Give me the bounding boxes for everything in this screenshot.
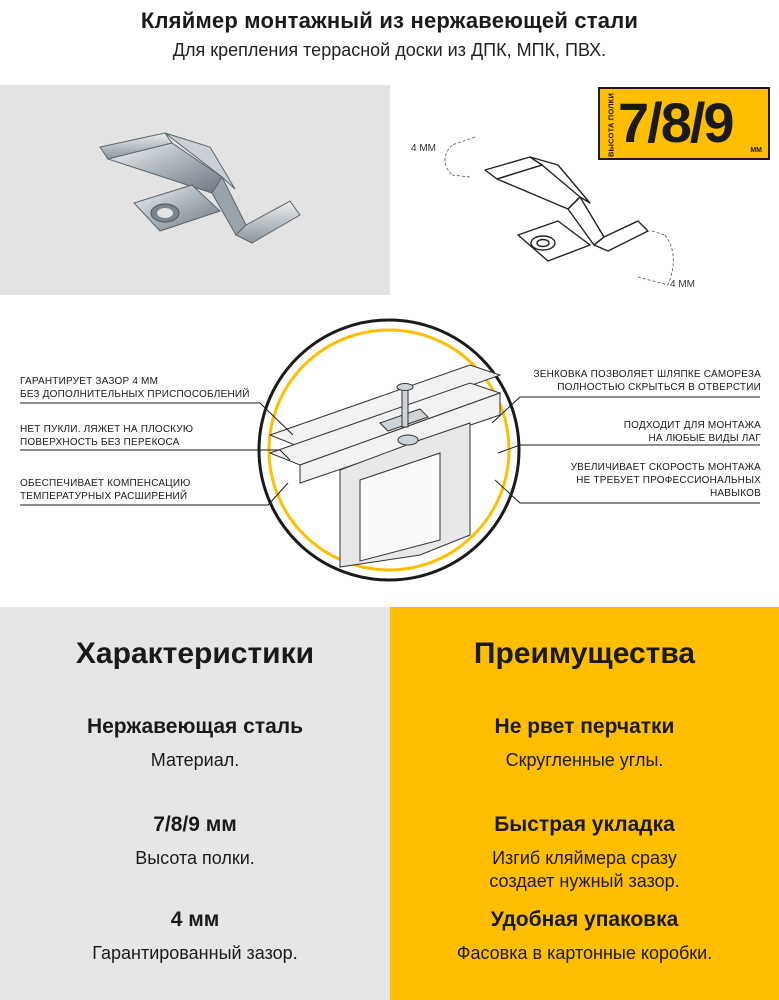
advantage-title: Быстрая укладка [494, 813, 675, 836]
badge-unit: ММ [750, 147, 762, 154]
callout-thermal-expansion: ОБЕСПЕЧИВАЕТ КОМПЕНСАЦИЮ ТЕМПЕРАТУРНЫХ РАСШИРЕНИЙ [20, 478, 191, 502]
page-title: Кляймер монтажный из нержавеющей стали [140, 8, 639, 33]
badge-vertical-label: ВЫСОТА ПОЛКИ [606, 92, 616, 158]
installation-diagram [0, 305, 779, 605]
callout-countersink: ЗЕНКОВКА ПОЗВОЛЯЕТ ШЛЯПКЕ САМОРЕЗА ПОЛНОСТЬЮ СКРЫТЬСЯ В ОТВЕРСТИИ [533, 369, 761, 393]
callout-gap: ГАРАНТИРУЕТ ЗАЗОР 4 ММ БЕЗ ДОПОЛНИТЕЛЬНЫХ ПРИСПОСОБЛЕНИЙ [20, 376, 250, 400]
advantages-panel [390, 607, 779, 1000]
characteristic-title: 4 мм [170, 908, 220, 931]
characteristic-text: Высота полки. [135, 848, 255, 868]
characteristics-title: Характеристики [75, 637, 315, 670]
advantages-title: Преимущества [473, 637, 696, 670]
height-badge [598, 87, 770, 160]
advantage-title: Не рвет перчатки [494, 715, 675, 738]
callout-installation-speed: УВЕЛИЧИВАЕТ СКОРОСТЬ МОНТАЖА НЕ ТРЕБУЕТ ПРОФЕССИОНАЛЬНЫХ НАВЫКОВ [570, 462, 761, 499]
advantage-text: Изгиб кляймера сразу создает нужный зазор. [489, 848, 680, 891]
characteristic-text: Материал. [150, 750, 240, 770]
advantage-text: Скругленные углы. [505, 750, 664, 770]
dimension-label-top: 4 ММ [411, 143, 436, 154]
characteristics-panel [0, 607, 390, 1000]
clip-photo-illustration [0, 85, 390, 295]
badge-vertical-label-box [604, 92, 618, 158]
characteristic-title: Нержавеющая сталь [86, 715, 304, 738]
callout-any-joist: ПОДХОДИТ ДЛЯ МОНТАЖА НА ЛЮБЫЕ ВИДЫ ЛАГ [623, 420, 761, 444]
badge-value: 7/8/9 [618, 91, 733, 154]
advantage-text: Фасовка в картонные коробки. [456, 943, 713, 963]
callout-flat-surface: НЕТ ПУКЛИ. ЛЯЖЕТ НА ПЛОСКУЮ ПОВЕРХНОСТЬ БЕЗ ПЕРЕКОСА [20, 424, 194, 448]
characteristic-text: Гарантированный зазор. [92, 943, 298, 963]
header [0, 0, 779, 80]
characteristic-title: 7/8/9 мм [153, 813, 237, 836]
product-photo [0, 85, 390, 295]
page-subtitle: Для крепления террасной доски из ДПК, МПК, ПВХ. [172, 40, 607, 60]
advantage-title: Удобная упаковка [490, 908, 679, 931]
dimension-label-bottom: 4 ММ [670, 279, 695, 290]
installation-diagram-drawing [0, 305, 779, 605]
